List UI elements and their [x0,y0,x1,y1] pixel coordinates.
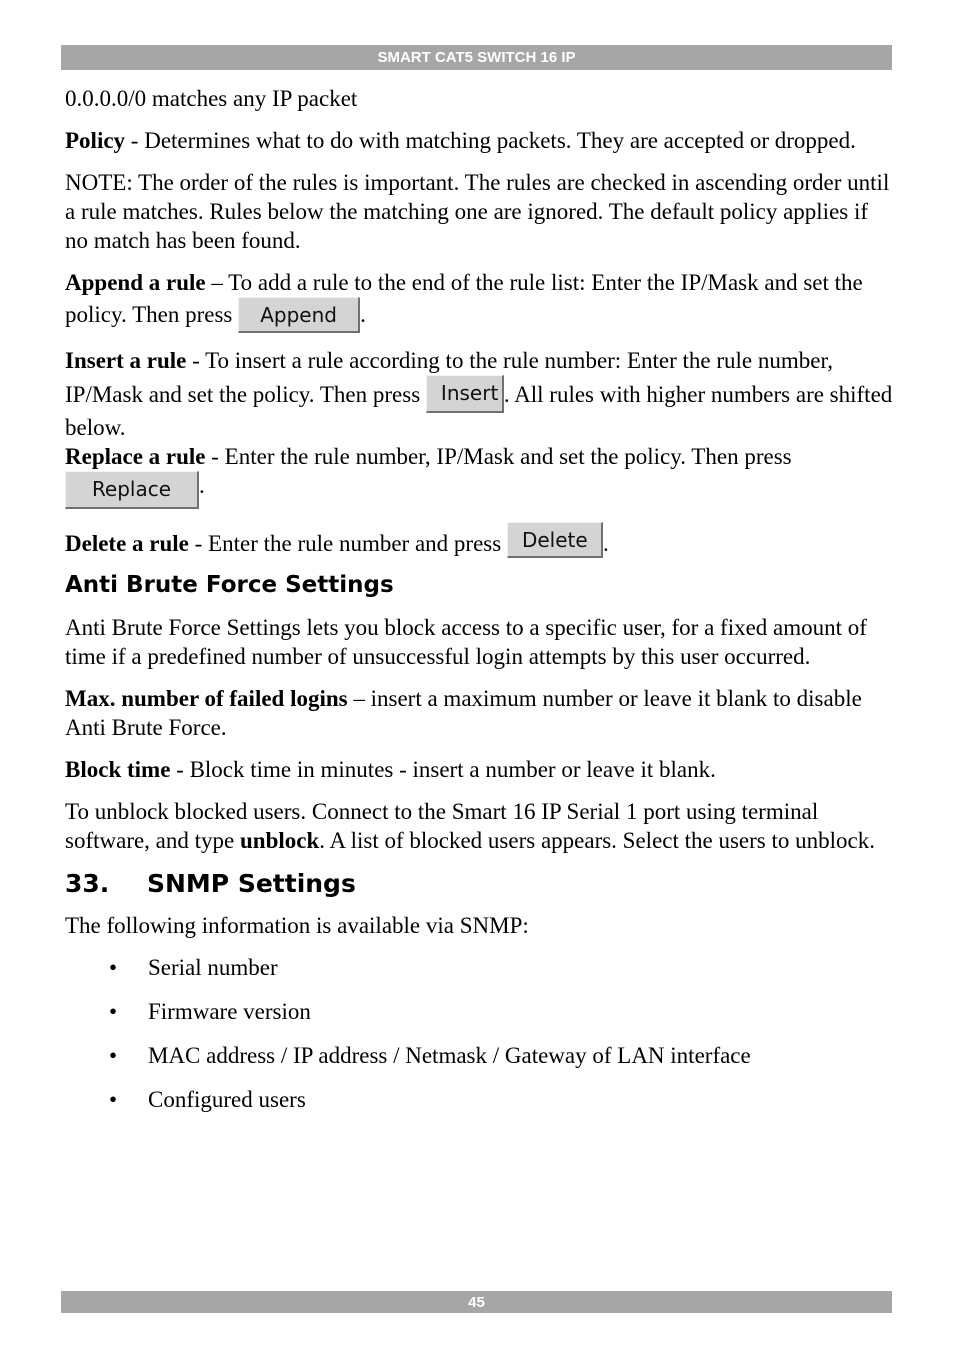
bullet-icon: • [109,1043,118,1068]
block-time-term: Block time [65,757,171,782]
append-term: Append a rule [65,270,206,295]
append-paragraph [65,268,895,333]
block-time-text: - Block time in minutes - insert a number or leave it blank. [170,757,716,782]
snmp-section-heading [65,868,895,900]
list-item [65,953,895,982]
insert-after: . All rules with higher numbers are shifted below. [65,382,893,440]
insert-paragraph [65,346,895,442]
section-title: SNMP Settings [147,869,356,898]
policy-text: - Determines what to do with matching packets. They are accepted or dropped. [125,128,856,153]
list-item [65,997,895,1026]
replace-text: - Enter the rule number, IP/Mask and set the policy. Then press [205,444,792,469]
delete-paragraph [65,522,895,558]
list-item [65,1041,895,1070]
insert-text: - To insert a rule according to the rule number: Enter the rule number, IP/Mask and set the policy. Then press [65,348,833,407]
bullet-icon: • [109,955,118,980]
replace-term: Replace a rule [65,444,206,469]
block-time-paragraph [65,755,895,784]
max-failed-logins-text: – insert a maximum number or leave it blank to disable Anti Brute Force. [65,686,862,740]
anti-brute-intro: Anti Brute Force Settings lets you block access to a specific user, for a fixed amount of time if a predefined number of unsuccessful login attempts by this user occurred. [65,615,867,669]
section-number: 33. [65,869,110,898]
list-item [65,1085,895,1114]
append-after: . [360,302,366,327]
unblock-post: . A list of blocked users appears. Select the users to unblock. [319,828,875,853]
policy-paragraph [65,126,895,155]
delete-term: Delete a rule [65,531,189,556]
max-failed-logins-paragraph [65,684,895,742]
unblock-paragraph [65,797,895,855]
header-title: SMART CAT5 SWITCH 16 IP [377,49,576,66]
bullet-icon: • [109,1087,118,1112]
snmp-intro: The following information is available via SNMP: [65,913,529,938]
list-item-label: Serial number [148,955,278,980]
delete-text: - Enter the rule number and press [188,531,507,556]
page-footer-bar [61,1291,892,1313]
replace-paragraph [65,442,895,509]
intro-line: 0.0.0.0/0 matches any IP packet [65,86,358,111]
page-content [65,84,895,1129]
unblock-pre: To unblock blocked users. Connect to the Smart 16 IP Serial 1 port using terminal software, and type [65,799,819,853]
insert-button[interactable]: Insert [426,375,504,413]
page-number: 45 [468,1293,485,1311]
delete-after: . [602,531,609,556]
list-item-label: Firmware version [148,999,311,1024]
anti-brute-heading: Anti Brute Force Settings [65,572,394,598]
unblock-command: unblock [240,828,320,853]
list-item-label: MAC address / IP address / Netmask / Gateway of LAN interface [148,1043,751,1068]
replace-button[interactable]: Replace [65,471,199,509]
page-header-bar [61,45,892,70]
snmp-info-list [65,953,895,1114]
insert-term: Insert a rule [65,348,187,373]
max-failed-logins-term: Max. number of failed logins [65,686,348,711]
append-text: – To add a rule to the end of the rule list: Enter the IP/Mask and set the policy. Then press [65,270,863,327]
policy-term: Policy [65,128,126,153]
delete-button[interactable]: Delete [507,522,603,558]
list-item-label: Configured users [148,1087,306,1112]
replace-after: . [199,473,205,498]
note-paragraph: NOTE: The order of the rules is important. The rules are checked in ascending order until a rule matches. Rules below the matching one are ignored. The default policy applies if no match has been found. [65,170,890,253]
bullet-icon: • [109,999,118,1024]
append-button[interactable]: Append [238,297,360,333]
